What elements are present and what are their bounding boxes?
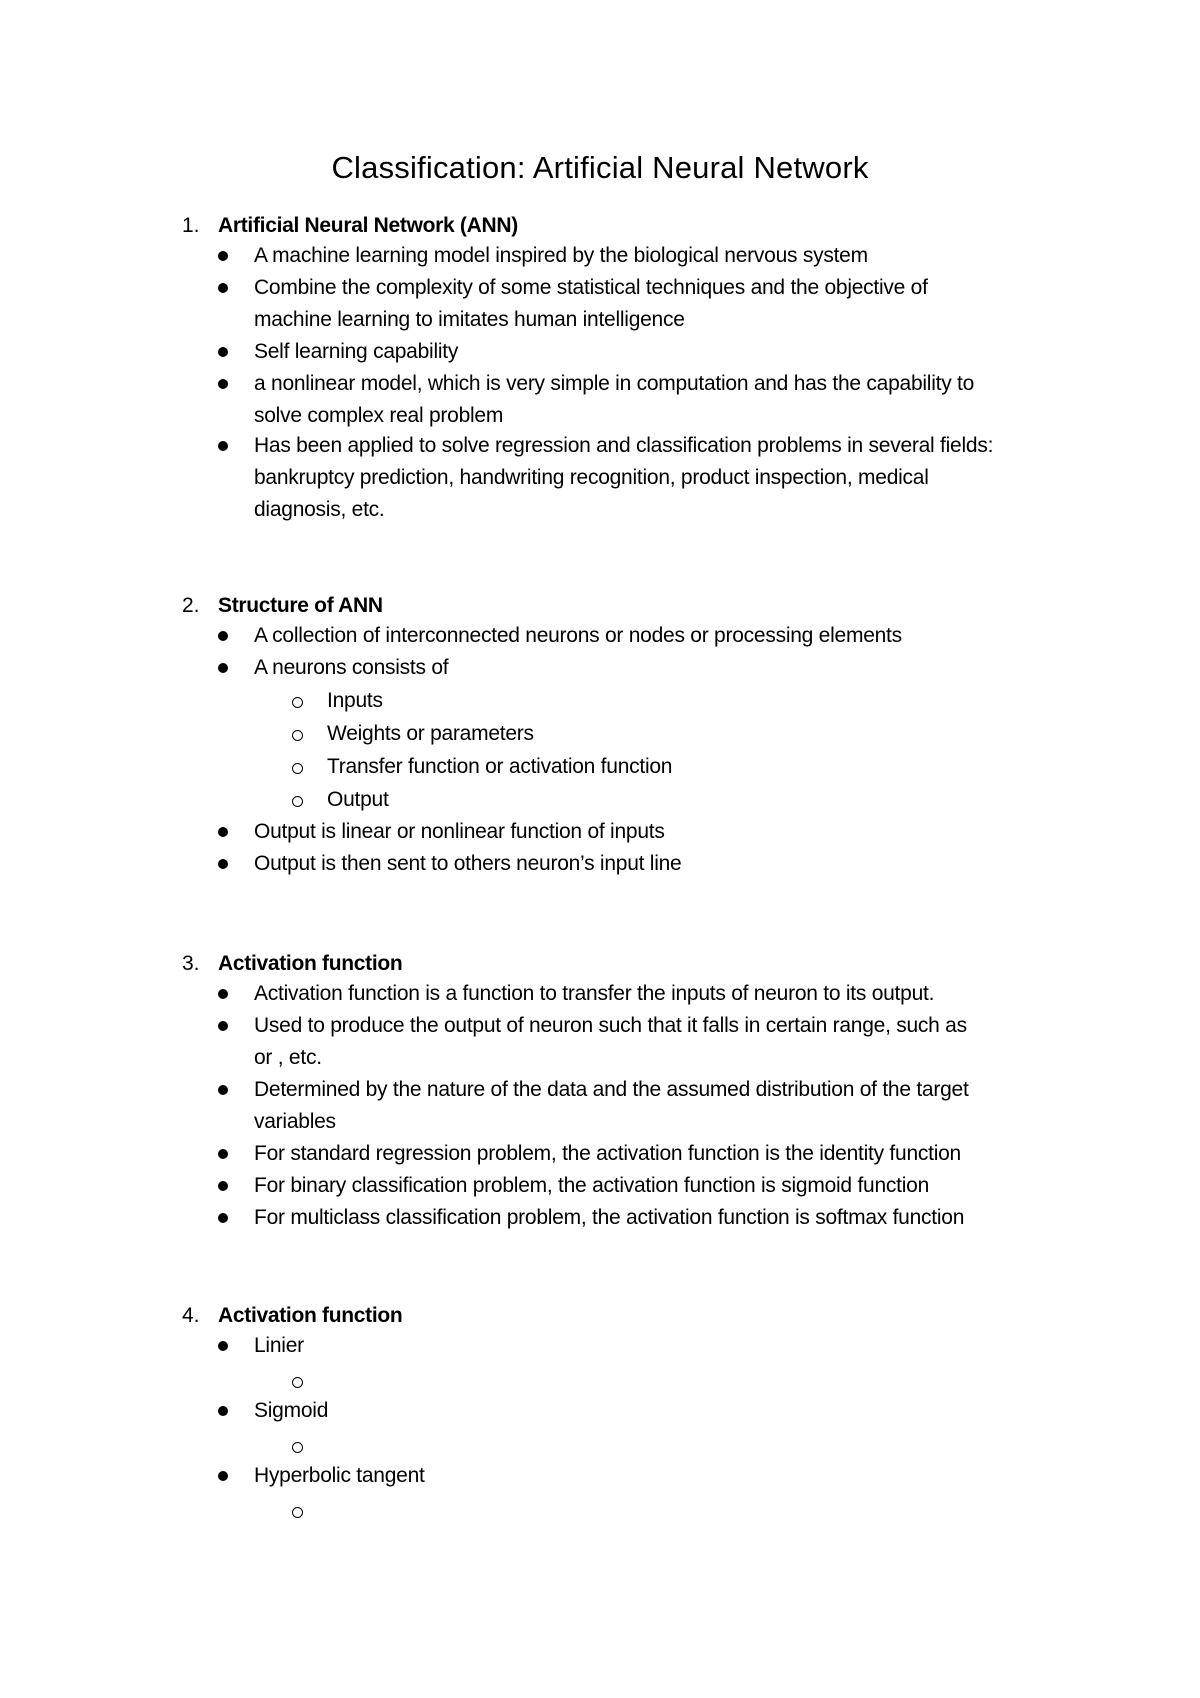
bullet-text: Output is then sent to others neuron’s input line	[254, 852, 682, 875]
bullet-text: Used to produce the output of neuron such that it falls in certain range, such as	[254, 1014, 967, 1037]
bullet-icon	[218, 1341, 228, 1351]
section-heading: Structure of ANN	[218, 594, 383, 617]
bullet-icon	[218, 989, 228, 999]
sub-bullet-icon	[292, 796, 303, 807]
bullet-text: Has been applied to solve regression and classification problems in several fields:	[254, 434, 994, 457]
bullet-icon	[218, 379, 228, 389]
bullet-text: a nonlinear model, which is very simple in computation and has the capability to	[254, 372, 975, 395]
bullet-text: For multiclass classification problem, the activation function is softmax function	[254, 1206, 965, 1229]
section-number: 2.	[182, 594, 200, 617]
bullet-icon	[218, 441, 228, 451]
bullet-text: Combine the complexity of some statistical techniques and the objective of	[254, 276, 928, 299]
bullet-icon	[218, 1213, 228, 1223]
sub-bullet-icon	[292, 1442, 303, 1453]
bullet-icon	[218, 1021, 228, 1031]
bullet-icon	[218, 631, 228, 641]
bullet-text: Determined by the nature of the data and the assumed distribution of the target	[254, 1078, 969, 1101]
bullet-text: Hyperbolic tangent	[254, 1464, 425, 1487]
bullet-text: For standard regression problem, the activation function is the identity function	[254, 1142, 961, 1165]
bullet-text: Sigmoid	[254, 1399, 329, 1422]
sub-bullet-icon	[292, 697, 303, 708]
bullet-icon	[218, 251, 228, 261]
bullet-text-continued: machine learning to imitates human intelligence	[254, 308, 685, 331]
bullet-text: Linier	[254, 1334, 304, 1357]
bullet-icon	[218, 1181, 228, 1191]
bullet-text: For binary classification problem, the activation function is sigmoid function	[254, 1174, 929, 1197]
sub-bullet-icon	[292, 1377, 303, 1388]
bullet-text: Self learning capability	[254, 340, 459, 363]
bullet-icon	[218, 1085, 228, 1095]
bullet-icon	[218, 1471, 228, 1481]
sub-item-text: Inputs	[327, 689, 383, 712]
section-number: 3.	[182, 952, 200, 975]
bullet-icon	[218, 1149, 228, 1159]
bullet-text: A collection of interconnected neurons or nodes or processing elements	[254, 624, 902, 647]
bullet-text-continued: variables	[254, 1110, 336, 1133]
bullet-text: Output is linear or nonlinear function of inputs	[254, 820, 665, 843]
sub-bullet-icon	[292, 1507, 303, 1518]
sub-item-text: Weights or parameters	[327, 722, 534, 745]
section-number: 1.	[182, 214, 200, 237]
section-heading: Artificial Neural Network (ANN)	[218, 214, 518, 237]
bullet-icon	[218, 347, 228, 357]
sub-bullet-icon	[292, 730, 303, 741]
section-number: 4.	[182, 1304, 200, 1327]
bullet-text-continued: bankruptcy prediction, handwriting recognition, product inspection, medical	[254, 466, 929, 489]
bullet-icon	[218, 859, 228, 869]
bullet-text-continued: or , etc.	[254, 1046, 322, 1069]
section-heading: Activation function	[218, 952, 403, 975]
bullet-text: A neurons consists of	[254, 656, 449, 679]
bullet-icon	[218, 283, 228, 293]
bullet-text: A machine learning model inspired by the biological nervous system	[254, 244, 868, 267]
sub-item-text: Output	[327, 788, 389, 811]
bullet-text-continued: diagnosis, etc.	[254, 498, 385, 521]
bullet-text-continued: solve complex real problem	[254, 404, 504, 427]
page-title: Classification: Artificial Neural Network	[331, 150, 869, 185]
bullet-icon	[218, 1406, 228, 1416]
sub-item-text: Transfer function or activation function	[327, 755, 673, 778]
bullet-icon	[218, 827, 228, 837]
section-heading: Activation function	[218, 1304, 403, 1327]
sub-bullet-icon	[292, 763, 303, 774]
bullet-text: Activation function is a function to transfer the inputs of neuron to its output.	[254, 982, 935, 1005]
bullet-icon	[218, 663, 228, 673]
